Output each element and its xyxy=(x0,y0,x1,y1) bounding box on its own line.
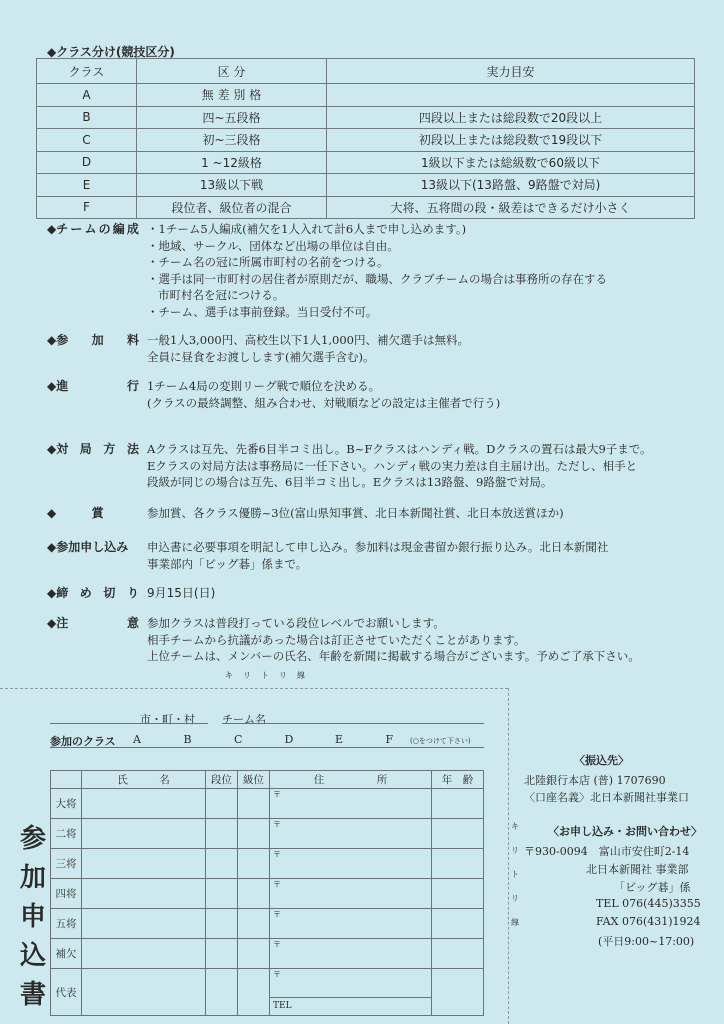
form-row xyxy=(51,819,484,849)
class-table xyxy=(36,58,695,219)
heading-char: 局 xyxy=(79,442,92,456)
class-option-d[interactable]: D xyxy=(284,733,294,746)
kyu-field[interactable] xyxy=(238,969,270,1016)
class-options xyxy=(133,733,436,746)
class-table-header xyxy=(37,59,695,84)
heading-char: 成 xyxy=(126,222,139,236)
section-prize-heading xyxy=(47,505,139,522)
heading-char: 編 xyxy=(112,222,125,236)
age-field[interactable] xyxy=(432,939,484,969)
cut-line-char: リ xyxy=(511,846,519,855)
class-row xyxy=(37,196,695,219)
header-kyu: 級位 xyxy=(238,771,270,789)
heading-char: 行 xyxy=(126,379,139,393)
section-team-heading xyxy=(47,221,139,238)
form-row xyxy=(51,849,484,879)
contact-tel: TEL 076(445)3355 xyxy=(596,897,701,910)
cut-line-char: 線 xyxy=(511,918,519,927)
address-field[interactable] xyxy=(270,969,432,998)
guide-cell: 四段以上または総段数で20段以上 xyxy=(327,106,695,129)
section-line: 事業部内「ビッグ碁」係まで。 xyxy=(147,556,308,571)
heading-char: ◆参 xyxy=(47,333,69,347)
form-row xyxy=(51,939,484,969)
section-deadline-heading xyxy=(47,585,139,602)
name-field[interactable] xyxy=(82,909,206,939)
title-char: 込 xyxy=(19,941,46,971)
guide-cell: 1級以下または総級数で60級以下 xyxy=(327,151,695,174)
class-option-f[interactable]: F xyxy=(385,733,394,746)
application-table xyxy=(50,770,484,1016)
class-option-b[interactable]: B xyxy=(183,733,192,746)
form-row xyxy=(51,789,484,819)
section-line: ・地域、サークル、団体など出場の単位は自由。 xyxy=(147,238,399,253)
section-line: 9月15日(日) xyxy=(147,586,216,600)
division-cell: 段位者、級位者の混合 xyxy=(137,196,327,219)
form-row xyxy=(51,909,484,939)
address-field[interactable] xyxy=(270,909,432,939)
age-field[interactable] xyxy=(432,849,484,879)
section-fee-heading xyxy=(47,332,139,349)
header-address: 住 所 xyxy=(270,771,432,789)
position-cell: 補欠 xyxy=(51,939,82,969)
name-field[interactable] xyxy=(82,849,206,879)
section-line: Aクラスは互先、先番6目半コミ出し。B~Fクラスはハンディ戦。Dクラスの置石は最大9子まで。 xyxy=(147,442,652,456)
class-row xyxy=(37,151,695,174)
age-field[interactable] xyxy=(432,909,484,939)
class-hint: (○をつけて下さい) xyxy=(410,737,471,745)
contact-address: 〒930-0094 富山市安住町2-14 xyxy=(524,845,690,858)
dan-field[interactable] xyxy=(206,909,238,939)
section-prize-body xyxy=(147,505,722,522)
heading-char: ー xyxy=(70,222,83,236)
guide-cell xyxy=(327,84,695,107)
section-line: (クラスの最終調整、組み合わせ、対戦順などの設定は主催者で行う) xyxy=(147,395,501,410)
heading-char: 切 xyxy=(103,586,116,600)
guide-cell: 初段以上または総段数で19段以下 xyxy=(327,129,695,152)
section-notes-body xyxy=(147,615,722,665)
division-cell: 1 ~12級格 xyxy=(137,151,327,174)
age-field[interactable] xyxy=(432,819,484,849)
cut-line-vertical-label xyxy=(511,815,521,935)
name-field[interactable] xyxy=(82,969,206,1016)
section-line: 申込書に必要事項を明記して申し込み。参加料は現金書留か銀行振り込み。北日本新聞社 xyxy=(147,540,609,554)
class-row xyxy=(37,84,695,107)
position-cell: 三将 xyxy=(51,849,82,879)
application-table-header xyxy=(51,771,484,789)
section-line: 1チーム4局の変則リーグ戦で順位を決める。 xyxy=(147,379,381,393)
section-line: ・1チーム5人編成(補欠を1人入れて計6人まで申し込めます。) xyxy=(147,222,467,236)
kyu-field[interactable] xyxy=(238,909,270,939)
heading-char: ◆締 xyxy=(47,586,69,600)
cut-line-char: キ xyxy=(511,822,519,831)
name-field[interactable] xyxy=(82,819,206,849)
section-line: ・チーム、選手は事前登録。当日受付不可。 xyxy=(147,304,378,319)
heading-char: 料 xyxy=(126,333,139,347)
dan-field[interactable] xyxy=(206,939,238,969)
header-division: 区 分 xyxy=(137,59,327,84)
postal-mark: 〒 xyxy=(273,910,281,919)
position-cell: 大将 xyxy=(51,789,82,819)
section-line: 市町村名を冠につける。 xyxy=(158,288,285,302)
title-char: 申 xyxy=(19,902,46,932)
section-progress-heading xyxy=(47,378,139,395)
class-cell: A xyxy=(37,84,137,107)
age-field[interactable] xyxy=(432,969,484,1016)
contact-fax: FAX 076(431)1924 xyxy=(596,915,701,928)
postal-mark: 〒 xyxy=(273,940,281,949)
title-char: 加 xyxy=(19,863,46,893)
section-method-heading xyxy=(47,441,139,458)
address-field[interactable] xyxy=(270,849,432,879)
section-deadline-body xyxy=(147,585,722,602)
section-progress-body xyxy=(147,378,722,411)
class-line xyxy=(50,747,484,748)
heading-char: ◆ xyxy=(47,506,57,520)
header-guide: 実力目安 xyxy=(327,59,695,84)
header-age: 年 齢 xyxy=(432,771,484,789)
section-method-body xyxy=(147,441,722,491)
bank-line: 北陸銀行本店 (普) 1707690 xyxy=(524,774,666,787)
section-line: Eクラスの対局方法は事務局に一任下さい。ハンディ戦の実力差は自主届け出。ただし、相手と xyxy=(147,458,638,473)
class-option-a[interactable]: A xyxy=(133,733,141,746)
class-cell: C xyxy=(37,129,137,152)
class-section-title: ◆クラス分け(競技区分) xyxy=(47,45,175,59)
kyu-field[interactable] xyxy=(238,849,270,879)
section-team-body xyxy=(147,221,722,320)
postal-mark: 〒 xyxy=(273,820,281,829)
city-label: 市・町・村 xyxy=(140,713,195,726)
representative-row xyxy=(51,969,484,998)
heading-char: ◆対 xyxy=(47,442,69,456)
section-fee-body xyxy=(147,332,722,365)
heading-char: め xyxy=(79,586,92,600)
section-line: 参加賞、各クラス優勝~3位(富山県知事賞、北日本新聞社賞、北日本放送賞ほか) xyxy=(147,506,564,520)
age-field[interactable] xyxy=(432,879,484,909)
header-dan: 段位 xyxy=(206,771,238,789)
cut-line-char: ト xyxy=(511,870,519,879)
heading-char: 方 xyxy=(103,442,116,456)
division-cell: 初~三段格 xyxy=(137,129,327,152)
cut-line-char: リ xyxy=(511,894,519,903)
class-row xyxy=(37,174,695,197)
contact-title: 〈お申し込み・お問い合わせ〉 xyxy=(548,825,702,838)
section-line: 全員に昼食をお渡しします(補欠選手含む)。 xyxy=(147,349,375,364)
application-form-title xyxy=(18,820,48,1015)
header-position xyxy=(51,771,82,789)
heading-char: ◆注 xyxy=(47,616,69,630)
position-cell: 代表 xyxy=(51,969,82,1016)
address-field[interactable] xyxy=(270,819,432,849)
contact-hours: (平日9:00~17:00) xyxy=(598,935,695,948)
class-cell: F xyxy=(37,196,137,219)
header-class: クラス xyxy=(37,59,137,84)
class-option-c[interactable]: C xyxy=(234,733,243,746)
heading-char: ◆チ xyxy=(47,222,69,236)
bank-title: 〈振込先〉 xyxy=(574,754,629,767)
heading-char: ム xyxy=(84,222,97,236)
title-char: 書 xyxy=(19,980,46,1010)
heading-char: の xyxy=(98,222,111,236)
name-field[interactable] xyxy=(82,879,206,909)
cut-line-label: キリトリ線 xyxy=(225,671,315,680)
dan-field[interactable] xyxy=(206,849,238,879)
dan-field[interactable] xyxy=(206,819,238,849)
postal-mark: 〒 xyxy=(273,970,281,979)
cut-line-vertical[interactable] xyxy=(508,688,509,1024)
heading-char: 加 xyxy=(91,333,104,347)
class-cell: D xyxy=(37,151,137,174)
class-cell: B xyxy=(37,106,137,129)
division-cell: 13級以下戦 xyxy=(137,174,327,197)
section-line: ・チーム名の冠に所属市町村の名前をつける。 xyxy=(147,255,389,269)
contact-org: 北日本新聞社 事業部 xyxy=(586,863,689,876)
postal-mark: 〒 xyxy=(273,880,281,889)
account-line: 〈口座名義〉北日本新聞社事業口 xyxy=(524,791,689,804)
dan-field[interactable] xyxy=(206,879,238,909)
postal-mark: 〒 xyxy=(273,850,281,859)
postal-mark: 〒 xyxy=(273,790,281,799)
division-cell: 四~五段格 xyxy=(137,106,327,129)
team-name-input-line[interactable] xyxy=(222,723,484,724)
section-line: 相手チームから抗議があった場合は訂正させていただくことがあります。 xyxy=(147,632,526,647)
guide-cell: 大将、五将間の段・級差はできるだけ小さく xyxy=(327,196,695,219)
division-cell: 無 差 別 格 xyxy=(137,84,327,107)
section-line: 参加クラスは普段打っている段位レベルでお願いします。 xyxy=(147,616,445,630)
position-cell: 二将 xyxy=(51,819,82,849)
address-field[interactable] xyxy=(270,879,432,909)
heading-char: 意 xyxy=(126,616,139,630)
heading-char: り xyxy=(126,586,139,600)
heading-char: ◆参加申し込み xyxy=(47,540,129,554)
address-field[interactable] xyxy=(270,789,432,819)
section-apply-heading xyxy=(47,539,139,556)
tel-field[interactable] xyxy=(270,997,432,1015)
class-choice-label: 参加のクラス xyxy=(50,735,116,748)
header-name: 氏 名 xyxy=(82,771,206,789)
heading-char: 賞 xyxy=(91,506,104,520)
form-row xyxy=(51,879,484,909)
class-option-e[interactable]: E xyxy=(335,733,344,746)
dan-field[interactable] xyxy=(206,969,238,1016)
kyu-field[interactable] xyxy=(238,789,270,819)
address-field[interactable] xyxy=(270,939,432,969)
section-line: 一般1人3,000円、高校生以下1人1,000円、補欠選手は無料。 xyxy=(147,333,469,347)
section-line: 上位チームは、メンバーの氏名、年齢を新聞に掲載する場合がございます。予めご了承下さい。 xyxy=(147,649,640,663)
dan-field[interactable] xyxy=(206,789,238,819)
tel-label: TEL xyxy=(273,1001,292,1012)
section-notes-heading xyxy=(47,615,139,632)
name-field[interactable] xyxy=(82,789,206,819)
class-row xyxy=(37,106,695,129)
kyu-field[interactable] xyxy=(238,939,270,969)
name-field[interactable] xyxy=(82,939,206,969)
cut-line-horizontal[interactable] xyxy=(0,688,508,689)
age-field[interactable] xyxy=(432,789,484,819)
heading-char: ◆進 xyxy=(47,379,69,393)
team-name-label: チーム名 xyxy=(222,713,266,726)
position-cell: 五将 xyxy=(51,909,82,939)
contact-desk: 「ビッグ碁」係 xyxy=(614,881,691,894)
city-input-line[interactable] xyxy=(50,723,208,724)
section-line: ・選手は同一市町村の居住者が原則だが、職場、クラブチームの場合は事務所の存在する xyxy=(147,271,607,286)
class-row xyxy=(37,129,695,152)
kyu-field[interactable] xyxy=(238,819,270,849)
title-char: 参 xyxy=(19,824,46,854)
section-line: 段級が同じの場合は互先、6目半コミ出し。Eクラスは13路盤、9路盤で対局。 xyxy=(147,475,553,489)
guide-cell: 13級以下(13路盤、9路盤で対局) xyxy=(327,174,695,197)
section-apply-body xyxy=(147,539,722,572)
heading-char: 法 xyxy=(126,442,139,456)
class-cell: E xyxy=(37,174,137,197)
kyu-field[interactable] xyxy=(238,879,270,909)
position-cell: 四将 xyxy=(51,879,82,909)
